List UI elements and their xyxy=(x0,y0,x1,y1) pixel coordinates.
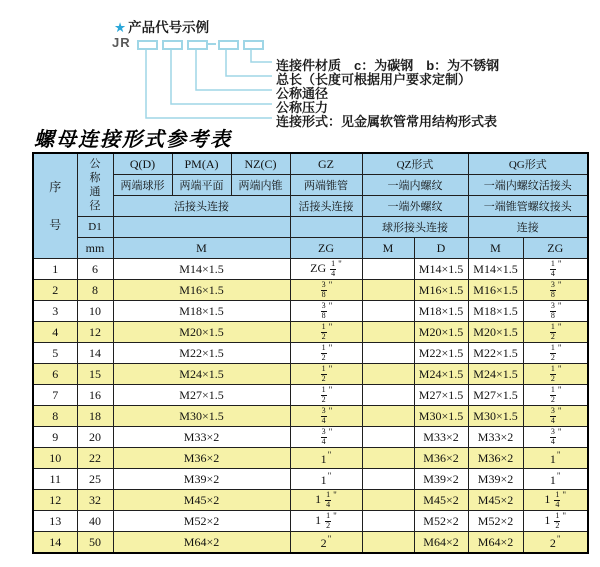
fraction: $\frac{1}{2}$ xyxy=(321,385,326,404)
fraction: $\frac{1}{2}$ xyxy=(550,322,555,341)
cell-zg: ZG $\frac{1}{4}$ " xyxy=(290,259,362,280)
header-desc-gz: 两端锥管 xyxy=(290,175,362,196)
cell-qz-d: M16×1.5 xyxy=(414,280,468,301)
cell-zg: $\frac{3}{4}$ " xyxy=(290,406,362,427)
cell-seq: 8 xyxy=(33,406,77,427)
cell-zg: $\frac{3}{4}$ " xyxy=(290,427,362,448)
cell-zg: $\frac{1}{2}$ " xyxy=(290,322,362,343)
cell-qg-m: M16×1.5 xyxy=(468,280,523,301)
cell-qg-zg: 1 $\frac{1}{4}$ " xyxy=(523,490,588,511)
cell-qz-d: M14×1.5 xyxy=(414,259,468,280)
cell-seq: 13 xyxy=(33,511,77,532)
table-row xyxy=(33,259,588,280)
cell-seq: 2 xyxy=(33,280,77,301)
cell-qg-zg: 1 $\frac{1}{2}$ " xyxy=(523,511,588,532)
cell-dn: 50 xyxy=(77,532,113,554)
fraction: $\frac{1}{4}$ xyxy=(326,490,331,509)
code-label-diameter: 公称通径 xyxy=(276,86,329,101)
header-row-units xyxy=(33,238,588,259)
table-row xyxy=(33,343,588,364)
table-row xyxy=(33,385,588,406)
header-blank-1 xyxy=(113,217,290,238)
fraction: $\frac{1}{4}$ xyxy=(550,259,555,278)
cell-seq: 7 xyxy=(33,385,77,406)
cell-zg: 1" xyxy=(290,448,362,469)
cell-dn: 15 xyxy=(77,364,113,385)
star-icon: ★ xyxy=(114,20,127,35)
code-label-conn-form: 连接形式：见金属软管常用结构形式表 xyxy=(276,114,498,129)
header-nominal-diameter: 公称通径 xyxy=(77,153,113,217)
cell-qg-m: M24×1.5 xyxy=(468,364,523,385)
cell-m: M36×2 xyxy=(113,448,290,469)
table-title: 螺母连接形式参考表 xyxy=(34,127,232,151)
cell-dn: 22 xyxy=(77,448,113,469)
fraction: $\frac{1}{2}$ xyxy=(550,364,555,383)
cell-dn: 32 xyxy=(77,490,113,511)
header-ball-joint-conn: 球形接头连接 xyxy=(362,217,468,238)
cell-qz-m xyxy=(362,301,414,322)
cell-m: M30×1.5 xyxy=(113,406,290,427)
cell-qz-d: M33×2 xyxy=(414,427,468,448)
cell-m: M64×2 xyxy=(113,532,290,554)
header-conn: 连接 xyxy=(468,217,588,238)
cell-qz-m xyxy=(362,427,414,448)
cell-qg-m: M18×1.5 xyxy=(468,301,523,322)
cell-qg-zg: $\frac{1}{2}$ " xyxy=(523,385,588,406)
fraction: $\frac{1}{2}$ xyxy=(550,385,555,404)
header-blank-2 xyxy=(290,217,362,238)
header-unit-qg-zg: ZG xyxy=(523,238,588,259)
cell-zg: $\frac{3}{8}$ " xyxy=(290,301,362,322)
cell-qg-m: M30×1.5 xyxy=(468,406,523,427)
code-prefix: JR xyxy=(112,35,131,50)
cell-qz-m xyxy=(362,406,414,427)
cell-m: M39×2 xyxy=(113,469,290,490)
cell-zg: 1 $\frac{1}{2}$ " xyxy=(290,511,362,532)
cell-qz-m xyxy=(362,364,414,385)
fraction: $\frac{3}{4}$ xyxy=(321,406,326,425)
cell-qz-m xyxy=(362,259,414,280)
fraction: $\frac{1}{4}$ xyxy=(331,259,336,278)
cell-dn: 10 xyxy=(77,301,113,322)
table-row xyxy=(33,301,588,322)
code-label-material: 连接件材质 c：为碳钢 b：为不锈钢 xyxy=(276,58,500,73)
cell-m: M45×2 xyxy=(113,490,290,511)
cell-zg: $\frac{1}{2}$ " xyxy=(290,385,362,406)
header-unit-qz-m: M xyxy=(362,238,414,259)
cell-qg-zg: 1" xyxy=(523,469,588,490)
cell-seq: 5 xyxy=(33,343,77,364)
fraction: $\frac{3}{4}$ xyxy=(550,406,555,425)
cell-seq: 3 xyxy=(33,301,77,322)
fraction: $\frac{1}{2}$ xyxy=(321,343,326,362)
cell-dn: 25 xyxy=(77,469,113,490)
cell-qg-m: M52×2 xyxy=(468,511,523,532)
cell-qg-zg: 1" xyxy=(523,448,588,469)
table-row xyxy=(33,280,588,301)
cell-qz-d: M36×2 xyxy=(414,448,468,469)
cell-qg-zg: $\frac{3}{4}$ " xyxy=(523,406,588,427)
header-form-qz: QZ形式 xyxy=(362,153,468,175)
fraction: $\frac{3}{4}$ xyxy=(550,427,555,446)
cell-qz-d: M27×1.5 xyxy=(414,385,468,406)
cell-seq: 14 xyxy=(33,532,77,554)
cell-qg-m: M36×2 xyxy=(468,448,523,469)
cell-qg-zg: $\frac{3}{4}$ " xyxy=(523,427,588,448)
header-row-descs xyxy=(33,175,588,196)
cell-qz-m xyxy=(362,343,414,364)
table-body xyxy=(33,259,588,554)
cell-qg-m: M45×2 xyxy=(468,490,523,511)
cell-qg-m: M33×2 xyxy=(468,427,523,448)
cell-zg: 1" xyxy=(290,469,362,490)
table-row xyxy=(33,406,588,427)
header-row-d1 xyxy=(33,217,588,238)
header-taper-thread-joint: 一端锥管螺纹接头 xyxy=(468,196,588,217)
fraction: $\frac{3}{8}$ xyxy=(321,280,326,299)
fraction: $\frac{3}{8}$ xyxy=(550,280,555,299)
code-label-pressure: 公称压力 xyxy=(276,100,329,115)
cell-seq: 4 xyxy=(33,322,77,343)
fraction: $\frac{1}{4}$ xyxy=(555,490,560,509)
cell-m: M16×1.5 xyxy=(113,280,290,301)
cell-qz-d: M22×1.5 xyxy=(414,343,468,364)
header-desc-pma: 两端平面 xyxy=(172,175,231,196)
table-row xyxy=(33,469,588,490)
fraction: $\frac{3}{8}$ xyxy=(550,301,555,320)
fraction: $\frac{1}{2}$ xyxy=(555,511,560,530)
header-form-qd: Q(D) xyxy=(113,153,172,175)
header-d1: D1 xyxy=(77,217,113,238)
header-form-gz: GZ xyxy=(290,153,362,175)
cell-qz-d: M52×2 xyxy=(414,511,468,532)
cell-qz-m xyxy=(362,448,414,469)
cell-qg-m: M22×1.5 xyxy=(468,343,523,364)
cell-seq: 6 xyxy=(33,364,77,385)
header-desc-nzc: 两端内锥 xyxy=(231,175,290,196)
header-seq: 序号 xyxy=(33,153,77,259)
table-row xyxy=(33,511,588,532)
cell-qz-d: M64×2 xyxy=(414,532,468,554)
cell-m: M52×2 xyxy=(113,511,290,532)
cell-qg-m: M39×2 xyxy=(468,469,523,490)
cell-dn: 12 xyxy=(77,322,113,343)
cell-qg-zg: $\frac{1}{2}$ " xyxy=(523,343,588,364)
cell-dn: 14 xyxy=(77,343,113,364)
cell-qg-m: M64×2 xyxy=(468,532,523,554)
cell-m: M24×1.5 xyxy=(113,364,290,385)
cell-zg: $\frac{3}{8}$ " xyxy=(290,280,362,301)
cell-qg-zg: $\frac{1}{4}$ " xyxy=(523,259,588,280)
cell-qg-m: M27×1.5 xyxy=(468,385,523,406)
fraction: $\frac{3}{4}$ xyxy=(321,427,326,446)
cell-qz-d: M45×2 xyxy=(414,490,468,511)
cell-qg-m: M20×1.5 xyxy=(468,322,523,343)
cell-dn: 20 xyxy=(77,427,113,448)
fraction: $\frac{1}{2}$ xyxy=(550,343,555,362)
cell-qz-m xyxy=(362,532,414,554)
table-row xyxy=(33,364,588,385)
cell-seq: 11 xyxy=(33,469,77,490)
cell-qg-zg: $\frac{1}{2}$ " xyxy=(523,322,588,343)
cell-zg: 1 $\frac{1}{4}$ " xyxy=(290,490,362,511)
cell-dn: 40 xyxy=(77,511,113,532)
cell-qz-m xyxy=(362,511,414,532)
cell-qz-m xyxy=(362,322,414,343)
header-row-connection xyxy=(33,196,588,217)
cell-qg-zg: $\frac{3}{8}$ " xyxy=(523,301,588,322)
cell-qg-zg: $\frac{3}{8}$ " xyxy=(523,280,588,301)
cell-qz-d: M18×1.5 xyxy=(414,301,468,322)
header-row-forms xyxy=(33,153,588,175)
table-row xyxy=(33,322,588,343)
table-row xyxy=(33,490,588,511)
header-form-nzc: NZ(C) xyxy=(231,153,290,175)
cell-qz-d: M20×1.5 xyxy=(414,322,468,343)
cell-qg-zg: 2" xyxy=(523,532,588,554)
cell-m: M14×1.5 xyxy=(113,259,290,280)
cell-qz-m xyxy=(362,280,414,301)
fraction: $\frac{1}{2}$ xyxy=(321,322,326,341)
header-union-conn-gz: 活接头连接 xyxy=(290,196,362,217)
cell-dn: 8 xyxy=(77,280,113,301)
cell-qz-m xyxy=(362,385,414,406)
cell-zg: $\frac{1}{2}$ " xyxy=(290,343,362,364)
product-code-title-text: 产品代号示例 xyxy=(128,20,210,35)
table-row xyxy=(33,427,588,448)
header-unit-qz-d: D xyxy=(414,238,468,259)
header-unit-mm: mm xyxy=(77,238,113,259)
header-unit-m: M xyxy=(113,238,290,259)
cell-seq: 1 xyxy=(33,259,77,280)
nut-connection-table xyxy=(32,152,589,554)
header-desc-qg: 一端内螺纹活接头 xyxy=(468,175,588,196)
header-form-qg: QG形式 xyxy=(468,153,588,175)
header-ext-thread: 一端外螺纹 xyxy=(362,196,468,217)
cell-seq: 10 xyxy=(33,448,77,469)
header-desc-qd: 两端球形 xyxy=(113,175,172,196)
cell-qg-m: M14×1.5 xyxy=(468,259,523,280)
fraction: $\frac{1}{2}$ xyxy=(321,364,326,383)
cell-qz-m xyxy=(362,469,414,490)
cell-qz-m xyxy=(362,490,414,511)
cell-m: M22×1.5 xyxy=(113,343,290,364)
table-row xyxy=(33,448,588,469)
cell-dn: 18 xyxy=(77,406,113,427)
cell-zg: $\frac{1}{2}$ " xyxy=(290,364,362,385)
cell-m: M18×1.5 xyxy=(113,301,290,322)
cell-dn: 6 xyxy=(77,259,113,280)
header-union-conn: 活接头连接 xyxy=(113,196,290,217)
table-header xyxy=(33,153,588,259)
table-row xyxy=(33,532,588,554)
cell-qz-d: M39×2 xyxy=(414,469,468,490)
cell-seq: 9 xyxy=(33,427,77,448)
cell-seq: 12 xyxy=(33,490,77,511)
cell-m: M27×1.5 xyxy=(113,385,290,406)
cell-qz-d: M24×1.5 xyxy=(414,364,468,385)
header-unit-zg: ZG xyxy=(290,238,362,259)
fraction: $\frac{1}{2}$ xyxy=(326,511,331,530)
cell-dn: 16 xyxy=(77,385,113,406)
code-label-length: 总长（长度可根据用户要求定制） xyxy=(276,72,472,87)
reference-table-wrap xyxy=(32,152,589,554)
header-unit-qg-m: M xyxy=(468,238,523,259)
header-desc-qz: 一端内螺纹 xyxy=(362,175,468,196)
cell-m: M33×2 xyxy=(113,427,290,448)
cell-qg-zg: $\frac{1}{2}$ " xyxy=(523,364,588,385)
header-form-pma: PM(A) xyxy=(172,153,231,175)
cell-qz-d: M30×1.5 xyxy=(414,406,468,427)
fraction: $\frac{3}{8}$ xyxy=(321,301,326,320)
cell-zg: 2" xyxy=(290,532,362,554)
cell-m: M20×1.5 xyxy=(113,322,290,343)
